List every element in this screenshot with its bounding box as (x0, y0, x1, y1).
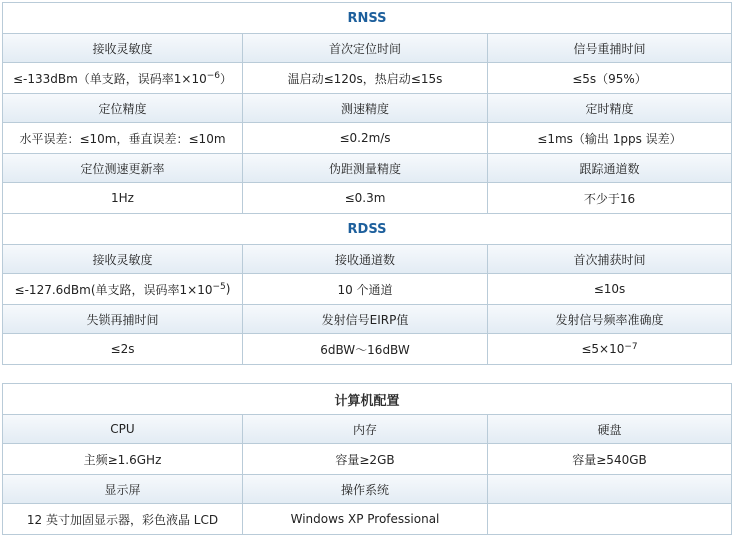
value-cell (243, 504, 488, 534)
header-cell: 失锁再捕时间 (3, 305, 243, 333)
value-cell (488, 63, 731, 93)
header-cell: 测速精度 (243, 94, 488, 122)
header-cell: 首次捕获时间 (488, 245, 731, 273)
value-text: 10 个通道 (337, 282, 393, 297)
value-cell (243, 183, 488, 213)
header-cell: 接收通道数 (243, 245, 488, 273)
header-cell: 首次定位时间 (243, 34, 488, 62)
value-text: 6dBW～16dBW (320, 342, 410, 357)
computer-config-title: 计算机配置 (3, 384, 731, 415)
value-text: ≤0.2m/s (339, 131, 391, 145)
header-row (3, 245, 731, 274)
value-text: 容量≥540GB (572, 452, 647, 467)
value-text: ≤10s (593, 282, 626, 296)
value-text: ≤0.3m (344, 191, 386, 205)
value-row (3, 334, 731, 364)
value-cell (488, 504, 731, 534)
value-row (3, 63, 731, 94)
value-cell (3, 504, 243, 534)
rnss-rows (3, 34, 731, 213)
value-text: ≤1ms（输出 1pps 误差） (537, 131, 682, 146)
header-cell: 硬盘 (488, 415, 731, 443)
value-cell (3, 444, 243, 474)
header-row (3, 34, 731, 63)
value-text: ≤5×10 (581, 342, 625, 356)
header-cell: CPU (3, 415, 243, 443)
header-cell: 发射信号EIRP值 (243, 305, 488, 333)
value-cell (488, 183, 731, 213)
value-row (3, 123, 731, 154)
header-cell: 定位精度 (3, 94, 243, 122)
value-row (3, 183, 731, 213)
value-cell: ≤5×10 $^{-7}$ (488, 334, 731, 364)
value-text: 12 英寸加固显示器，彩色液晶 LCD (26, 512, 219, 527)
value-cell (243, 123, 488, 153)
value-cell (3, 123, 243, 153)
value-cell (3, 334, 243, 364)
header-cell: 伪距测量精度 (243, 154, 488, 182)
value-text: ≤-127.6dBm(单支路，误码率1×10 (14, 282, 213, 297)
value-tail: ) (225, 282, 231, 296)
value-cell (243, 444, 488, 474)
rdss-table (2, 213, 732, 365)
rdss-rows (3, 245, 731, 364)
value-cell (3, 183, 243, 213)
value-tail: ） (220, 71, 233, 86)
header-row (3, 475, 731, 504)
header-cell (488, 475, 731, 503)
header-cell: 定位测速更新率 (3, 154, 243, 182)
header-cell: 接收灵敏度 (3, 34, 243, 62)
header-cell: 显示屏 (3, 475, 243, 503)
computer-config-rows (3, 415, 731, 534)
header-cell: 内存 (243, 415, 488, 443)
value-text: ≤2s (110, 342, 135, 356)
value-text: 容量≥2GB (335, 452, 395, 467)
value-cell: ≤-127.6dBm(单支路，误码率1×10 $^{-5}$ ) (3, 274, 243, 304)
rnss-title: RNSS (3, 3, 731, 34)
value-cell: ≤-133dBm（单支路，误码率1×10 $^{-6}$ ） (3, 63, 243, 93)
header-cell: 定时精度 (488, 94, 731, 122)
value-text: Windows XP Professional (290, 512, 440, 526)
header-cell: 接收灵敏度 (3, 245, 243, 273)
value-cell (488, 123, 731, 153)
rnss-table (2, 2, 732, 214)
value-text: 温启动≤120s，热启动≤15s (287, 71, 443, 86)
value-cell (243, 334, 488, 364)
value-cell (243, 274, 488, 304)
rdss-title: RDSS (3, 214, 731, 245)
header-cell: 跟踪通道数 (488, 154, 731, 182)
value-text: 水平误差：≤10m，垂直误差：≤10m (19, 131, 226, 146)
value-cell (488, 274, 731, 304)
header-row (3, 305, 731, 334)
value-cell (488, 444, 731, 474)
computer-config-table (2, 383, 732, 535)
value-row (3, 504, 731, 534)
value-text: ≤-133dBm（单支路，误码率1×10 (12, 71, 207, 86)
header-row (3, 154, 731, 183)
header-row (3, 94, 731, 123)
header-row (3, 415, 731, 444)
value-text: 1Hz (111, 191, 134, 205)
header-cell: 操作系统 (243, 475, 488, 503)
value-text: 不少于16 (583, 191, 636, 206)
value-cell (243, 63, 488, 93)
header-cell: 信号重捕时间 (488, 34, 731, 62)
value-text: ≤5s（95%） (572, 71, 647, 86)
header-cell: 发射信号频率准确度 (488, 305, 731, 333)
value-row (3, 444, 731, 475)
value-text: 主频≥1.6GHz (83, 452, 162, 467)
value-row (3, 274, 731, 305)
